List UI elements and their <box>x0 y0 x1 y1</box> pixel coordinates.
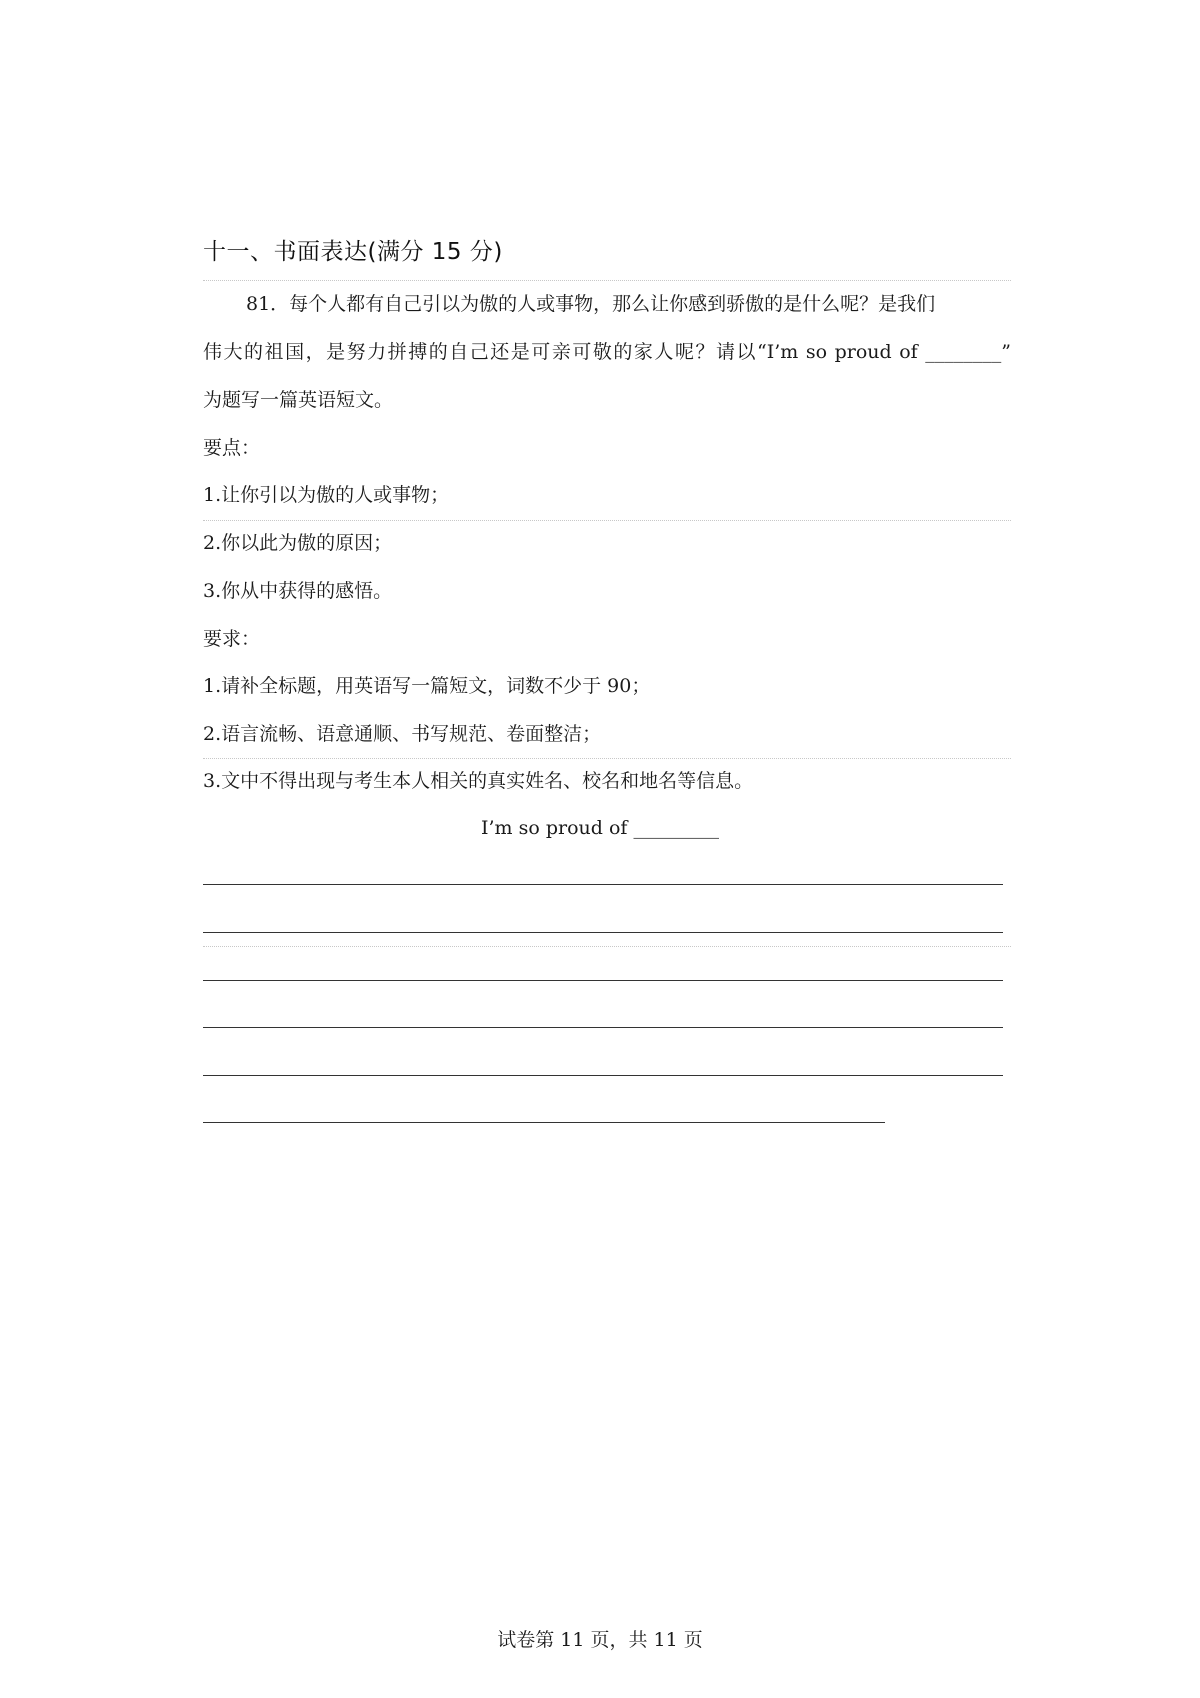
point-item-1: 1.让你引以为傲的人或事物； <box>203 484 450 506</box>
answer-line[interactable] <box>203 1027 1003 1028</box>
dotted-divider <box>203 280 1011 281</box>
dotted-divider <box>203 946 1011 947</box>
answer-line[interactable] <box>203 980 1003 981</box>
section-title: 十一、书面表达(满分 15 分) <box>203 239 503 265</box>
answer-line[interactable] <box>203 1122 885 1123</box>
requirement-item-2: 2.语言流畅、语意通顺、书写规范、卷面整洁； <box>203 723 602 745</box>
requirement-item-3: 3.文中不得出现与考生本人相关的真实姓名、校名和地名等信息。 <box>203 770 754 792</box>
answer-line[interactable] <box>203 932 1003 933</box>
question-prompt-line-2: 伟大的祖国，是努力拼搏的自己还是可亲可敬的家人呢？请以“I’m so proud of ________” <box>203 341 1011 363</box>
answer-line[interactable] <box>203 1075 1003 1076</box>
answer-line[interactable] <box>203 884 1003 885</box>
question-prompt-line-3: 为题写一篇英语短文。 <box>203 389 394 411</box>
essay-title: I’m so proud of _________ <box>481 817 719 839</box>
requirements-heading: 要求： <box>203 628 261 650</box>
dotted-divider <box>203 758 1011 759</box>
points-heading: 要点： <box>203 437 261 459</box>
point-item-3: 3.你从中获得的感悟。 <box>203 580 393 602</box>
point-item-2: 2.你以此为傲的原因； <box>203 532 393 554</box>
question-prompt-line-1: 81．每个人都有自己引以为傲的人或事物，那么让你感到骄傲的是什么呢？是我们 <box>246 293 936 315</box>
page-footer: 试卷第 11 页，共 11 页 <box>497 1629 703 1651</box>
requirement-item-1: 1.请补全标题，用英语写一篇短文，词数不少于 90； <box>203 675 651 697</box>
dotted-divider <box>203 520 1011 521</box>
